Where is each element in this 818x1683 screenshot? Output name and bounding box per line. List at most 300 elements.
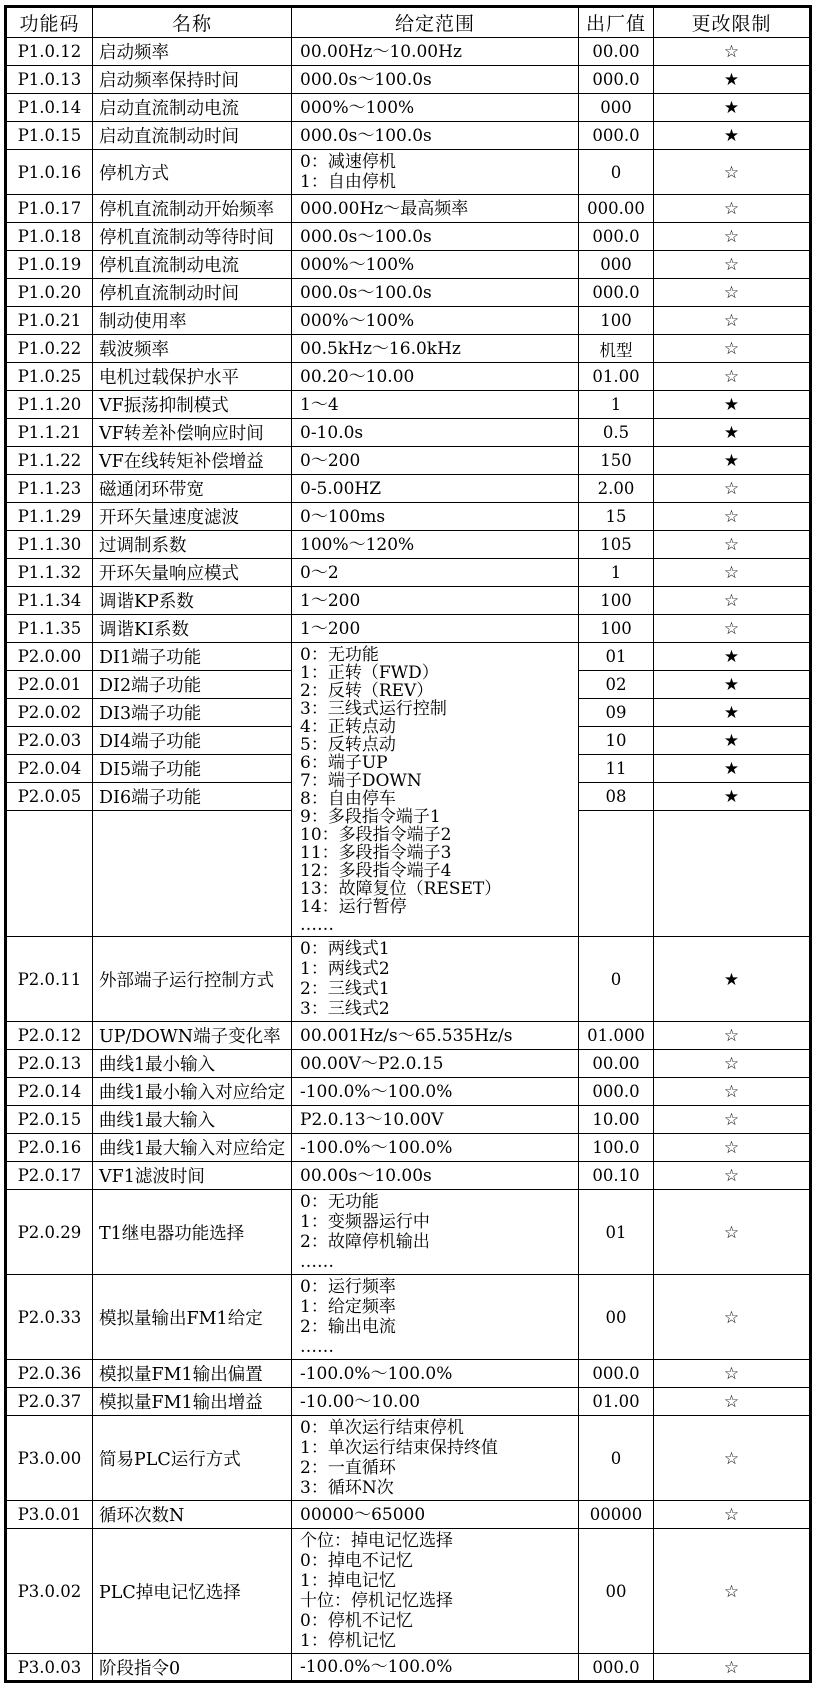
value-cell: 000 bbox=[579, 251, 654, 279]
code-cell: P3.0.00 bbox=[6, 1416, 93, 1501]
range-cell bbox=[292, 1529, 579, 1654]
name-cell: 过调制系数 bbox=[93, 531, 292, 559]
range-cell bbox=[292, 1501, 579, 1529]
range-line: 000%～100% bbox=[300, 310, 415, 331]
value-cell: 105 bbox=[579, 531, 654, 559]
range-line: P2.0.13～10.00V bbox=[300, 1109, 444, 1130]
open-star-icon: ☆ bbox=[723, 367, 740, 387]
value-cell: 100 bbox=[579, 587, 654, 615]
restriction-cell bbox=[654, 38, 811, 66]
restriction-cell bbox=[654, 66, 811, 94]
table-row bbox=[6, 1275, 811, 1360]
range-cell bbox=[292, 1134, 579, 1162]
name-cell: 停机直流制动开始频率 bbox=[93, 195, 292, 223]
code-cell: P2.0.04 bbox=[6, 755, 93, 783]
filled-star-icon: ★ bbox=[723, 675, 740, 695]
table-row bbox=[6, 1078, 811, 1106]
name-cell: 阶段指令0 bbox=[93, 1654, 292, 1682]
name-cell: 曲线1最大输入对应给定 bbox=[93, 1134, 292, 1162]
open-star-icon: ☆ bbox=[723, 619, 740, 639]
header-row bbox=[6, 7, 811, 38]
range-line: -100.0%～100.0% bbox=[300, 1363, 453, 1384]
code-cell: P1.1.29 bbox=[6, 503, 93, 531]
range-cell bbox=[292, 94, 579, 122]
restriction-cell bbox=[654, 363, 811, 391]
name-cell: VF1滤波时间 bbox=[93, 1162, 292, 1190]
range-cell bbox=[292, 150, 579, 195]
range-line: -100.0%～100.0% bbox=[300, 1081, 453, 1102]
table-row bbox=[6, 38, 811, 66]
range-line: 个位：掉电记忆选择 bbox=[300, 1531, 453, 1551]
restriction-cell bbox=[654, 391, 811, 419]
table-row bbox=[6, 195, 811, 223]
range-line: 4：正转点动 bbox=[300, 717, 396, 737]
code-cell: P2.0.16 bbox=[6, 1134, 93, 1162]
restriction-cell bbox=[654, 755, 811, 783]
name-cell: 外部端子运行控制方式 bbox=[93, 937, 292, 1022]
table-row bbox=[6, 419, 811, 447]
table-row bbox=[6, 1501, 811, 1529]
value-cell: 01.00 bbox=[579, 1388, 654, 1416]
restriction-cell bbox=[654, 1022, 811, 1050]
range-line: 7：端子DOWN bbox=[300, 771, 422, 791]
name-cell: 模拟量FM1输出增益 bbox=[93, 1388, 292, 1416]
open-star-icon: ☆ bbox=[723, 1581, 740, 1602]
name-cell: 循环次数N bbox=[93, 1501, 292, 1529]
code-cell: P1.1.22 bbox=[6, 447, 93, 475]
filled-star-icon: ★ bbox=[723, 451, 740, 471]
open-star-icon: ☆ bbox=[723, 1505, 740, 1525]
table-row bbox=[6, 122, 811, 150]
range-line: …… bbox=[300, 915, 334, 935]
range-line: 0：停机不记忆 bbox=[300, 1611, 413, 1631]
range-line: 1：掉电记忆 bbox=[300, 1571, 396, 1591]
restriction-cell bbox=[654, 643, 811, 671]
range-line: 1：变频器运行中 bbox=[300, 1212, 430, 1232]
code-cell: P1.0.25 bbox=[6, 363, 93, 391]
range-line: 0：减速停机 bbox=[300, 152, 396, 172]
name-cell bbox=[93, 811, 292, 937]
range-line: 1～200 bbox=[300, 590, 361, 611]
range-cell bbox=[292, 335, 579, 363]
table-row bbox=[6, 1162, 811, 1190]
range-cell bbox=[292, 1190, 579, 1275]
range-cell bbox=[292, 937, 579, 1022]
restriction-cell bbox=[654, 1078, 811, 1106]
open-star-icon: ☆ bbox=[723, 479, 740, 499]
value-cell: 01 bbox=[579, 1190, 654, 1275]
restriction-cell bbox=[654, 727, 811, 755]
restriction-cell bbox=[654, 335, 811, 363]
range-line: 1：正转（FWD） bbox=[300, 663, 439, 683]
name-cell: 停机直流制动等待时间 bbox=[93, 223, 292, 251]
value-cell bbox=[579, 811, 654, 937]
code-cell: P3.0.03 bbox=[6, 1654, 93, 1682]
restriction-cell bbox=[654, 1501, 811, 1529]
table-row bbox=[6, 937, 811, 1022]
range-line: 1：单次运行结束保持终值 bbox=[300, 1438, 498, 1458]
open-star-icon: ☆ bbox=[723, 227, 740, 247]
restriction-cell bbox=[654, 307, 811, 335]
table-row bbox=[6, 94, 811, 122]
open-star-icon: ☆ bbox=[723, 563, 740, 583]
code-cell: P3.0.01 bbox=[6, 1501, 93, 1529]
open-star-icon: ☆ bbox=[723, 1082, 740, 1102]
value-cell: 1 bbox=[579, 391, 654, 419]
name-cell: VF在线转矩补偿增益 bbox=[93, 447, 292, 475]
range-cell bbox=[292, 1416, 579, 1501]
open-star-icon: ☆ bbox=[723, 1166, 740, 1186]
value-cell: 000 bbox=[579, 94, 654, 122]
open-star-icon: ☆ bbox=[723, 1110, 740, 1130]
name-cell: DI4端子功能 bbox=[93, 727, 292, 755]
restriction-cell bbox=[654, 783, 811, 811]
range-line: …… bbox=[300, 1252, 334, 1272]
value-cell: 000.0 bbox=[579, 1078, 654, 1106]
range-line: 0：无功能 bbox=[300, 645, 379, 665]
value-cell: 150 bbox=[579, 447, 654, 475]
table-row bbox=[6, 363, 811, 391]
range-cell bbox=[292, 1162, 579, 1190]
code-cell: P2.0.03 bbox=[6, 727, 93, 755]
name-cell: 模拟量输出FM1给定 bbox=[93, 1275, 292, 1360]
filled-star-icon: ★ bbox=[723, 647, 740, 667]
code-cell: P1.0.17 bbox=[6, 195, 93, 223]
range-line: 0～2 bbox=[300, 562, 339, 583]
code-cell: P1.1.32 bbox=[6, 559, 93, 587]
table-row bbox=[6, 1134, 811, 1162]
range-line: 2：输出电流 bbox=[300, 1317, 396, 1337]
header-function-code: 功能码 bbox=[6, 7, 93, 38]
range-line: 1：两线式2 bbox=[300, 959, 390, 979]
range-cell bbox=[292, 195, 579, 223]
filled-star-icon: ★ bbox=[723, 395, 740, 415]
code-cell: P2.0.29 bbox=[6, 1190, 93, 1275]
restriction-cell bbox=[654, 1275, 811, 1360]
range-line: 0：运行频率 bbox=[300, 1277, 396, 1297]
range-line: 100%～120% bbox=[300, 534, 415, 555]
range-line: 14：运行暂停 bbox=[300, 897, 407, 917]
code-cell: P1.1.20 bbox=[6, 391, 93, 419]
range-cell bbox=[292, 363, 579, 391]
code-cell: P2.0.02 bbox=[6, 699, 93, 727]
range-line: 2：反转（REV） bbox=[300, 681, 434, 701]
value-cell: 000.0 bbox=[579, 122, 654, 150]
name-cell: 启动频率 bbox=[93, 38, 292, 66]
range-line: 3：循环N次 bbox=[300, 1478, 394, 1498]
value-cell: 000.0 bbox=[579, 1654, 654, 1682]
open-star-icon: ☆ bbox=[723, 199, 740, 219]
value-cell: 1 bbox=[579, 559, 654, 587]
filled-star-icon: ★ bbox=[723, 787, 740, 807]
restriction-cell bbox=[654, 1134, 811, 1162]
open-star-icon: ☆ bbox=[723, 283, 740, 303]
table-row bbox=[6, 1388, 811, 1416]
name-cell: VF振荡抑制模式 bbox=[93, 391, 292, 419]
range-cell bbox=[292, 447, 579, 475]
restriction-cell bbox=[654, 1162, 811, 1190]
restriction-cell bbox=[654, 1360, 811, 1388]
open-star-icon: ☆ bbox=[723, 1448, 740, 1469]
range-line: 00.20～10.00 bbox=[300, 366, 415, 387]
range-line: 11：多段指令端子3 bbox=[300, 843, 452, 863]
value-cell: 0 bbox=[579, 1416, 654, 1501]
table-row bbox=[6, 447, 811, 475]
range-line: 1：自由停机 bbox=[300, 172, 396, 192]
name-cell: DI1端子功能 bbox=[93, 643, 292, 671]
code-cell: P1.0.18 bbox=[6, 223, 93, 251]
name-cell: 启动频率保持时间 bbox=[93, 66, 292, 94]
filled-star-icon: ★ bbox=[723, 98, 740, 118]
code-cell: P1.0.21 bbox=[6, 307, 93, 335]
table-row bbox=[6, 475, 811, 503]
range-cell bbox=[292, 251, 579, 279]
name-cell: DI3端子功能 bbox=[93, 699, 292, 727]
restriction-cell bbox=[654, 195, 811, 223]
range-cell bbox=[292, 559, 579, 587]
code-cell: P3.0.02 bbox=[6, 1529, 93, 1654]
open-star-icon: ☆ bbox=[723, 1364, 740, 1384]
value-cell: 100 bbox=[579, 615, 654, 643]
table-row bbox=[6, 1106, 811, 1134]
filled-star-icon: ★ bbox=[723, 969, 740, 990]
range-cell bbox=[292, 615, 579, 643]
table-row bbox=[6, 615, 811, 643]
range-line: 0：单次运行结束停机 bbox=[300, 1418, 464, 1438]
code-cell: P1.0.16 bbox=[6, 150, 93, 195]
filled-star-icon: ★ bbox=[723, 759, 740, 779]
table-row bbox=[6, 1190, 811, 1275]
open-star-icon: ☆ bbox=[723, 162, 740, 183]
restriction-cell bbox=[654, 279, 811, 307]
table-row bbox=[6, 223, 811, 251]
restriction-cell bbox=[654, 503, 811, 531]
value-cell: 10.00 bbox=[579, 1106, 654, 1134]
range-line: 13：故障复位（RESET） bbox=[300, 879, 502, 899]
code-cell: P1.1.23 bbox=[6, 475, 93, 503]
code-cell: P1.0.12 bbox=[6, 38, 93, 66]
table-row bbox=[6, 1360, 811, 1388]
table-row bbox=[6, 66, 811, 94]
name-cell: 模拟量FM1输出偏置 bbox=[93, 1360, 292, 1388]
open-star-icon: ☆ bbox=[723, 1026, 740, 1046]
code-cell: P2.0.37 bbox=[6, 1388, 93, 1416]
code-cell: P1.0.13 bbox=[6, 66, 93, 94]
open-star-icon: ☆ bbox=[723, 1054, 740, 1074]
value-cell: 0 bbox=[579, 937, 654, 1022]
value-cell: 000.00 bbox=[579, 195, 654, 223]
range-line: 000%～100% bbox=[300, 97, 415, 118]
open-star-icon: ☆ bbox=[723, 507, 740, 527]
range-line: 3：三线式运行控制 bbox=[300, 699, 447, 719]
value-cell: 01.000 bbox=[579, 1022, 654, 1050]
restriction-cell bbox=[654, 1388, 811, 1416]
range-line: 00.00V～P2.0.15 bbox=[300, 1053, 444, 1074]
range-line: 1：停机记忆 bbox=[300, 1631, 396, 1651]
range-line: 2：三线式1 bbox=[300, 979, 390, 999]
range-line: 00000～65000 bbox=[300, 1504, 426, 1525]
value-cell: 01.00 bbox=[579, 363, 654, 391]
open-star-icon: ☆ bbox=[723, 535, 740, 555]
range-line: 0-5.00HZ bbox=[300, 478, 382, 499]
value-cell: 09 bbox=[579, 699, 654, 727]
code-cell: P2.0.11 bbox=[6, 937, 93, 1022]
name-cell: PLC掉电记忆选择 bbox=[93, 1529, 292, 1654]
code-cell: P2.0.15 bbox=[6, 1106, 93, 1134]
name-cell: 停机直流制动电流 bbox=[93, 251, 292, 279]
value-cell: 000.0 bbox=[579, 223, 654, 251]
value-cell: 00 bbox=[579, 1275, 654, 1360]
range-line: 12：多段指令端子4 bbox=[300, 861, 452, 881]
restriction-cell bbox=[654, 150, 811, 195]
range-line: -10.00～10.00 bbox=[300, 1391, 421, 1412]
table-row bbox=[6, 503, 811, 531]
value-cell: 0 bbox=[579, 150, 654, 195]
header-factory-value: 出厂值 bbox=[579, 7, 654, 38]
table-row bbox=[6, 1416, 811, 1501]
range-line: 5：反转点动 bbox=[300, 735, 396, 755]
range-line: 2：一直循环 bbox=[300, 1458, 396, 1478]
table-row bbox=[6, 335, 811, 363]
range-cell bbox=[292, 307, 579, 335]
range-line: 000.0s～100.0s bbox=[300, 282, 432, 303]
range-cell bbox=[292, 587, 579, 615]
name-cell: 调谐KI系数 bbox=[93, 615, 292, 643]
restriction-cell bbox=[654, 531, 811, 559]
table-row bbox=[6, 587, 811, 615]
range-cell bbox=[292, 223, 579, 251]
range-line: -100.0%～100.0% bbox=[300, 1657, 453, 1677]
open-star-icon: ☆ bbox=[723, 591, 740, 611]
table-row bbox=[6, 643, 811, 671]
range-cell bbox=[292, 1654, 579, 1682]
range-line: 0：掉电不记忆 bbox=[300, 1551, 413, 1571]
name-cell: 停机直流制动时间 bbox=[93, 279, 292, 307]
name-cell: VF转差补偿响应时间 bbox=[93, 419, 292, 447]
restriction-cell bbox=[654, 559, 811, 587]
value-cell: 15 bbox=[579, 503, 654, 531]
range-cell bbox=[292, 643, 579, 937]
name-cell: 载波频率 bbox=[93, 335, 292, 363]
range-line: 0～200 bbox=[300, 450, 361, 471]
open-star-icon: ☆ bbox=[723, 339, 740, 359]
table-row bbox=[6, 307, 811, 335]
restriction-cell bbox=[654, 1416, 811, 1501]
restriction-cell bbox=[654, 94, 811, 122]
restriction-cell bbox=[654, 937, 811, 1022]
open-star-icon: ☆ bbox=[723, 1392, 740, 1412]
range-line: 1～4 bbox=[300, 394, 339, 415]
value-cell: 000.0 bbox=[579, 66, 654, 94]
range-cell bbox=[292, 1106, 579, 1134]
restriction-cell bbox=[654, 587, 811, 615]
restriction-cell bbox=[654, 475, 811, 503]
value-cell: 00.10 bbox=[579, 1162, 654, 1190]
open-star-icon: ☆ bbox=[723, 1138, 740, 1158]
range-cell bbox=[292, 66, 579, 94]
restriction-cell bbox=[654, 251, 811, 279]
open-star-icon: ☆ bbox=[723, 311, 740, 331]
code-cell: P2.0.01 bbox=[6, 671, 93, 699]
range-line: 3：三线式2 bbox=[300, 999, 390, 1019]
range-line: 00.001Hz/s～65.535Hz/s bbox=[300, 1025, 513, 1046]
range-line: 000.00Hz～最高频率 bbox=[300, 198, 469, 219]
code-cell: P2.0.00 bbox=[6, 643, 93, 671]
name-cell: 曲线1最小输入对应给定 bbox=[93, 1078, 292, 1106]
table-row bbox=[6, 150, 811, 195]
table-row bbox=[6, 1529, 811, 1654]
value-cell: 01 bbox=[579, 643, 654, 671]
name-cell: 停机方式 bbox=[93, 150, 292, 195]
range-line: 000.0s～100.0s bbox=[300, 69, 432, 90]
range-line: 0-10.0s bbox=[300, 422, 364, 443]
name-cell: 电机过载保护水平 bbox=[93, 363, 292, 391]
name-cell: DI2端子功能 bbox=[93, 671, 292, 699]
range-line: 0：无功能 bbox=[300, 1192, 379, 1212]
code-cell: P2.0.36 bbox=[6, 1360, 93, 1388]
range-line: 00.00Hz～10.00Hz bbox=[300, 41, 462, 62]
name-cell: UP/DOWN端子变化率 bbox=[93, 1022, 292, 1050]
table-row bbox=[6, 559, 811, 587]
range-line: 8：自由停车 bbox=[300, 789, 396, 809]
table-row bbox=[6, 1654, 811, 1682]
range-cell bbox=[292, 503, 579, 531]
range-cell bbox=[292, 1388, 579, 1416]
code-cell: P1.0.20 bbox=[6, 279, 93, 307]
header-change-restriction: 更改限制 bbox=[654, 7, 811, 38]
value-cell: 00 bbox=[579, 1529, 654, 1654]
value-cell: 10 bbox=[579, 727, 654, 755]
header-setting-range: 给定范围 bbox=[292, 7, 579, 38]
restriction-cell bbox=[654, 811, 811, 937]
value-cell: 000.0 bbox=[579, 1360, 654, 1388]
range-cell bbox=[292, 1078, 579, 1106]
restriction-cell bbox=[654, 699, 811, 727]
name-cell: DI6端子功能 bbox=[93, 783, 292, 811]
code-cell: P2.0.12 bbox=[6, 1022, 93, 1050]
range-line: 十位：停机记忆选择 bbox=[300, 1591, 453, 1611]
code-cell: P1.0.15 bbox=[6, 122, 93, 150]
restriction-cell bbox=[654, 671, 811, 699]
range-cell bbox=[292, 475, 579, 503]
code-cell: P1.0.19 bbox=[6, 251, 93, 279]
code-cell: P1.1.30 bbox=[6, 531, 93, 559]
open-star-icon: ☆ bbox=[723, 42, 740, 62]
range-cell bbox=[292, 279, 579, 307]
parameter-table bbox=[4, 5, 812, 1683]
name-cell: 制动使用率 bbox=[93, 307, 292, 335]
code-cell: P2.0.17 bbox=[6, 1162, 93, 1190]
range-cell bbox=[292, 531, 579, 559]
code-cell: P1.0.14 bbox=[6, 94, 93, 122]
range-cell bbox=[292, 391, 579, 419]
filled-star-icon: ★ bbox=[723, 70, 740, 90]
name-cell: 曲线1最大输入 bbox=[93, 1106, 292, 1134]
value-cell: 000.0 bbox=[579, 279, 654, 307]
range-line: 000.0s～100.0s bbox=[300, 226, 432, 247]
filled-star-icon: ★ bbox=[723, 703, 740, 723]
restriction-cell bbox=[654, 223, 811, 251]
value-cell: 11 bbox=[579, 755, 654, 783]
filled-star-icon: ★ bbox=[723, 126, 740, 146]
restriction-cell bbox=[654, 615, 811, 643]
name-cell: 调谐KP系数 bbox=[93, 587, 292, 615]
value-cell: 2.00 bbox=[579, 475, 654, 503]
restriction-cell bbox=[654, 419, 811, 447]
name-cell: 开环矢量响应模式 bbox=[93, 559, 292, 587]
name-cell: 曲线1最小输入 bbox=[93, 1050, 292, 1078]
header-name: 名称 bbox=[93, 7, 292, 38]
